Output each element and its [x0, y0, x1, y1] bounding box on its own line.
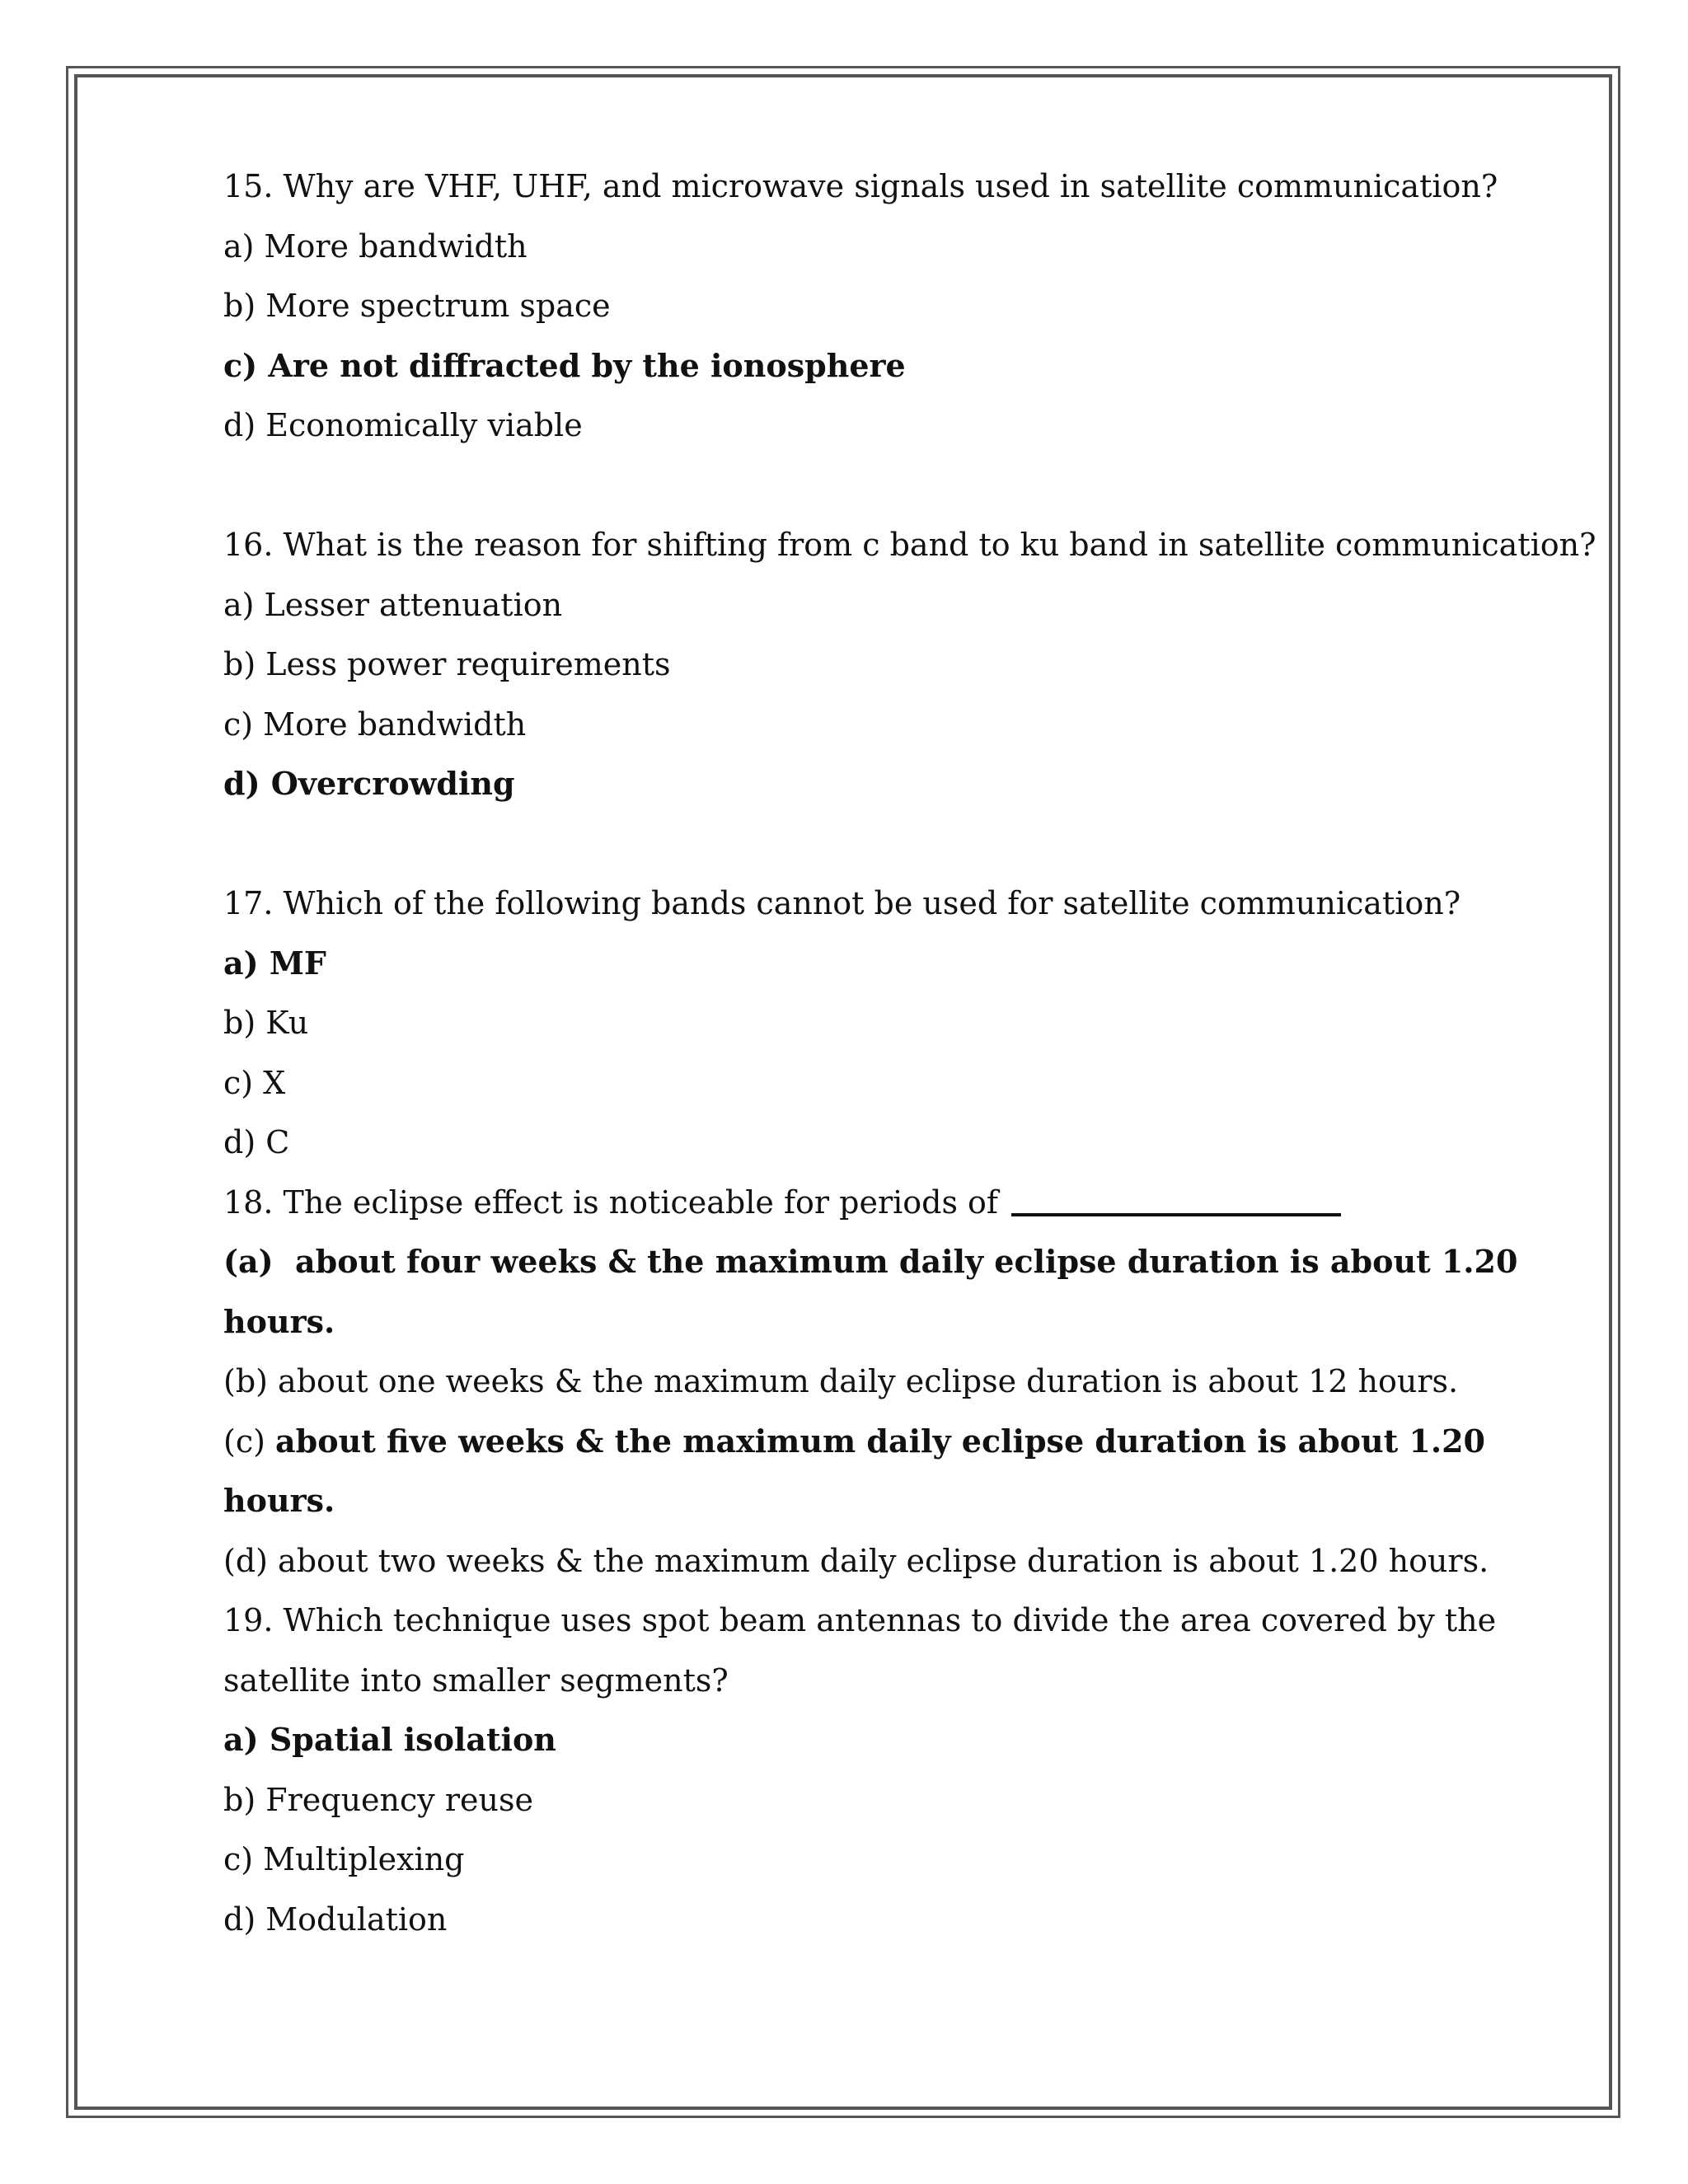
q17-option-b: b) Ku	[223, 1005, 309, 1041]
q18-option-d: (d) about two weeks & the maximum daily eclipse duration is about 1.20 hours.	[223, 1542, 1489, 1579]
q16-option-d-answer: d) Overcrowding	[223, 765, 515, 802]
spacer	[223, 456, 1559, 516]
q17-option-a-answer: a) MF	[223, 944, 326, 982]
spacer	[223, 814, 1559, 874]
q15-option-d: d) Economically viable	[223, 407, 583, 443]
q16-option-c: c) More bandwidth	[223, 705, 527, 743]
q18-option-a-continued: hours.	[223, 1302, 335, 1340]
q16-option-b: b) Less power requirements	[223, 646, 671, 682]
q19-question: 19. Which technique uses spot beam antennas to divide the area covered by the	[223, 1602, 1497, 1638]
q18-option-c-label: (c)	[223, 1422, 265, 1460]
q17-option-c: c) X	[223, 1064, 286, 1101]
q17-option-d: d) C	[223, 1124, 290, 1160]
q15-option-c-answer: c) Are not diffracted by the ionosphere	[223, 346, 906, 384]
q15-option-a: a) More bandwidth	[223, 227, 528, 265]
q19-option-a-answer: a) Spatial isolation	[223, 1721, 556, 1758]
q19-option-c: c) Multiplexing	[223, 1841, 465, 1877]
q16-option-a: a) Lesser attenuation	[223, 586, 563, 623]
q18-option-b: (b) about one weeks & the maximum daily eclipse duration is about 12 hours.	[223, 1363, 1459, 1399]
q15-option-b: b) More spectrum space	[223, 288, 611, 324]
q15-question: 15. Why are VHF, UHF, and microwave signals used in satellite communication?	[223, 168, 1498, 204]
q16-question: 16. What is the reason for shifting from c band to ku band in satellite communication?	[223, 527, 1597, 563]
q18-question-row	[223, 1173, 1559, 1233]
q18-option-c-row	[223, 1412, 1559, 1472]
q19-question-continued: satellite into smaller segments?	[223, 1661, 729, 1699]
q19-option-d: d) Modulation	[223, 1900, 448, 1938]
q17-question: 17. Which of the following bands cannot be used for satellite communication?	[223, 885, 1461, 921]
q18-option-a-answer: (a) about four weeks & the maximum daily eclipse duration is about 1.20	[223, 1243, 1518, 1280]
q18-option-c-continued: hours.	[223, 1482, 335, 1519]
q18-option-c-text: about five weeks & the maximum daily eclipse duration is about 1.20	[275, 1422, 1485, 1460]
fill-in-blank	[1011, 1213, 1341, 1216]
q19-option-b: b) Frequency reuse	[223, 1781, 533, 1818]
question-list	[223, 157, 1597, 1949]
q18-question: 18. The eclipse effect is noticeable for periods of	[223, 1183, 998, 1221]
